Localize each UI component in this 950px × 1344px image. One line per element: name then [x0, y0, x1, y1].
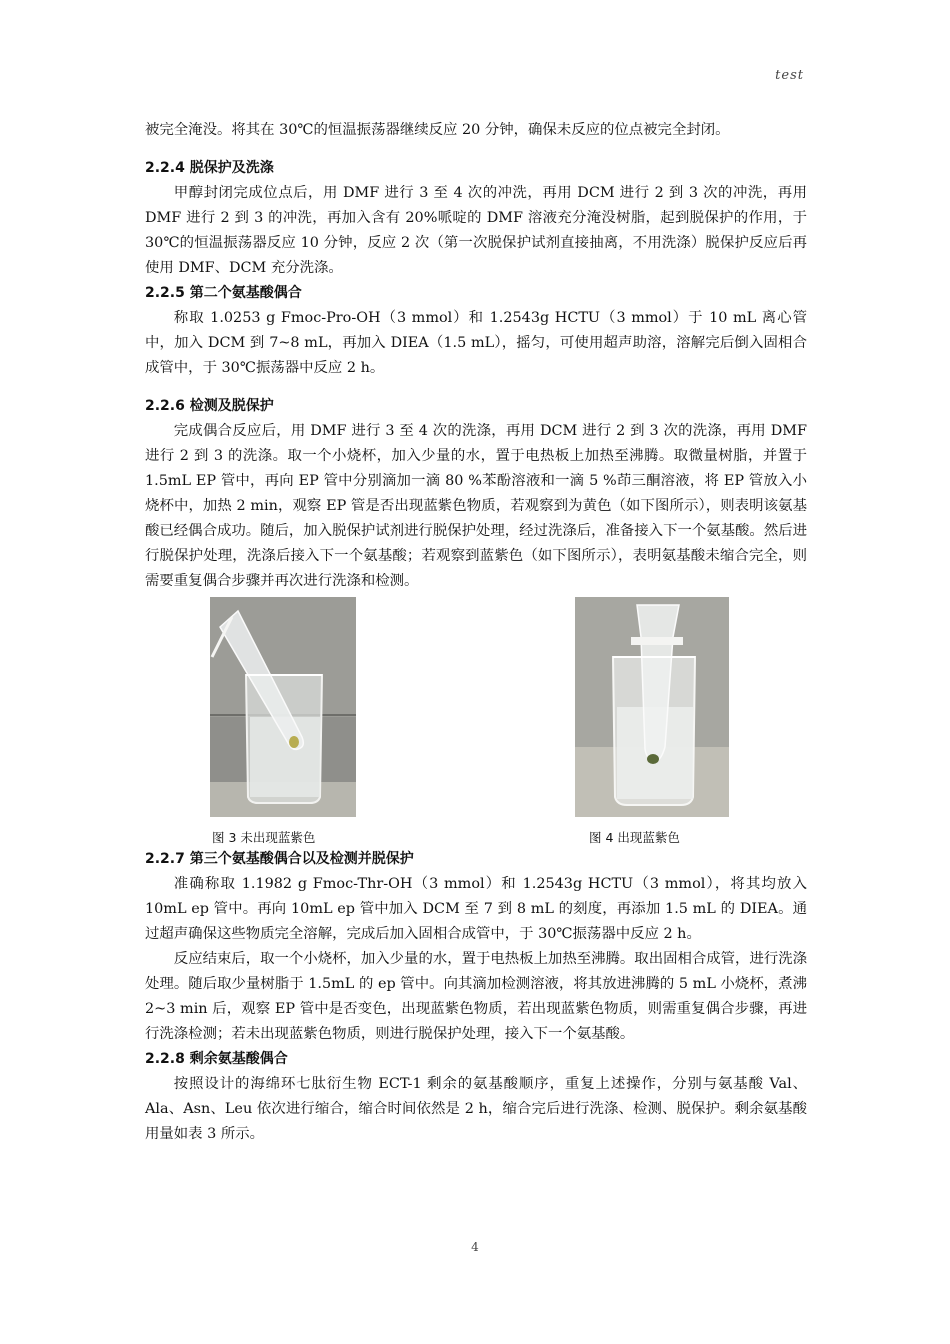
section-heading-2-2-5: 2.2.5 第二个氨基酸偶合: [145, 285, 302, 301]
paragraph-continued: 被完全淹没。将其在 30℃的恒温振荡器继续反应 20 分钟，确保未反应的位点被完全封闭。: [145, 122, 730, 138]
paragraph-2-2-7-a: 准确称取 1.1982 g Fmoc-Thr-OH（3 mmol）和 1.2543g HCTU（3 mmol），将其均放入 10mL ep 管中。再向 10mL ep 管中加入 DCM 至 7 到 8 mL 的刻度，再添加 1.5 mL 的 DIEA。通过超声确保这些物质完全溶解，完成后加入固相合成管中，于 30℃振荡器中反应 2 h。: [145, 876, 807, 942]
paragraph-2-2-6: 完成偶合反应后，用 DMF 进行 3 至 4 次的洗涤，再用 DCM 进行 2 到 3 次的洗涤，再用 DMF 进行 2 到 3 的洗涤。取一个小烧杯，加入少量的水，置于电热板上加热至沸腾。取微量树脂，并置于 1.5mL EP 管中，再向 EP 管中分别滴加一滴 80 %苯酚溶液和一滴 5 %茚三酮溶液，将 EP 管放入小烧杯中，加热 2 min，观察 EP 管是否出现蓝紫色物质，若观察到为黄色（如下图所示），则表明该氨基酸已经偶合成功。随后，加入脱保护试剂进行脱保护处理，经过洗涤后，准备接入下一个氨基酸。然后进行脱保护处理，洗涤后接入下一个氨基酸；若观察到蓝紫色（如下图所示），表明氨基酸未缩合完全，则需要重复偶合步骤并再次进行洗涤和检测。: [145, 423, 807, 589]
section-heading-2-2-8: 2.2.8 剩余氨基酸偶合: [145, 1051, 288, 1067]
paragraph-2-2-4: 甲醇封闭完成位点后，用 DMF 进行 3 至 4 次的冲洗，再用 DCM 进行 2 到 3 次的冲洗，再用 DMF 进行 2 到 3 的冲洗，再加入含有 20%哌啶的 DMF 溶液充分淹没树脂，起到脱保护的作用，于 30℃的恒温振荡器反应 10 分钟，反应 2 次（第一次脱保护试剂直接抽离，不用洗涤）脱保护反应后再使用 DMF、DCM 充分洗涤。: [145, 185, 807, 276]
section-heading-2-2-6: 2.2.6 检测及脱保护: [145, 398, 274, 414]
page-body: [145, 118, 807, 1147]
figure-row: [145, 597, 807, 847]
paragraph-2-2-5: 称取 1.0253 g Fmoc-Pro-OH（3 mmol）和 1.2543g HCTU（3 mmol）于 10 mL 离心管中，加入 DCM 到 7~8 mL，再加入 DIEA（1.5 mL），摇匀，可使用超声助溶，溶解完后倒入固相合成管中，于 30℃振荡器中反应 2 h。: [145, 310, 807, 376]
running-header: test: [775, 68, 804, 83]
section-heading-2-2-4: 2.2.4 脱保护及洗涤: [145, 160, 274, 176]
figure-3-caption: 图 3 未出现蓝紫色: [212, 830, 316, 845]
page-number: 4: [471, 1240, 479, 1254]
paragraph-2-2-8: 按照设计的海绵环七肽衍生物 ECT-1 剩余的氨基酸顺序，重复上述操作，分别与氨基酸 Val、Ala、Asn、Leu 依次进行缩合，缩合时间依然是 2 h，缩合完后进行洗涤、检测、脱保护。剩余氨基酸用量如表 3 所示。: [145, 1076, 807, 1142]
figure-3-photo: [210, 597, 356, 817]
section-heading-2-2-7: 2.2.7 第三个氨基酸偶合以及检测并脱保护: [145, 851, 414, 867]
paragraph-2-2-7-b: 反应结束后，取一个小烧杯，加入少量的水，置于电热板上加热至沸腾。取出固相合成管，进行洗涤处理。随后取少量树脂于 1.5mL 的 ep 管中。向其滴加检测溶液，将其放进沸腾的 5 mL 小烧杯，煮沸 2~3 min 后，观察 EP 管中是否变色，出现蓝紫色物质，若出现蓝紫色物质，则需重复偶合步骤，再进行洗涤检测；若未出现蓝紫色物质，则进行脱保护处理，接入下一个氨基酸。: [145, 951, 807, 1042]
figure-4-photo: [575, 597, 729, 817]
figure-4-caption: 图 4 出现蓝紫色: [589, 830, 680, 845]
